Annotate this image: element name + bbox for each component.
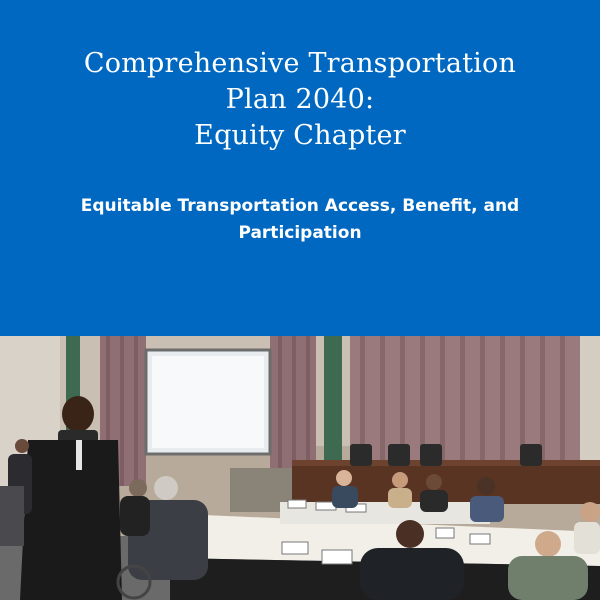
report-title-line-2: Plan 2040: — [225, 84, 375, 116]
report-title — [0, 46, 600, 154]
meeting-photo — [0, 336, 600, 600]
report-subtitle: Equitable Transportation Access, Benefit, and Participation — [80, 196, 520, 243]
report-title-line-3: Equity Chapter — [194, 120, 406, 152]
report-title-line-1: Comprehensive Transportation — [83, 48, 517, 80]
